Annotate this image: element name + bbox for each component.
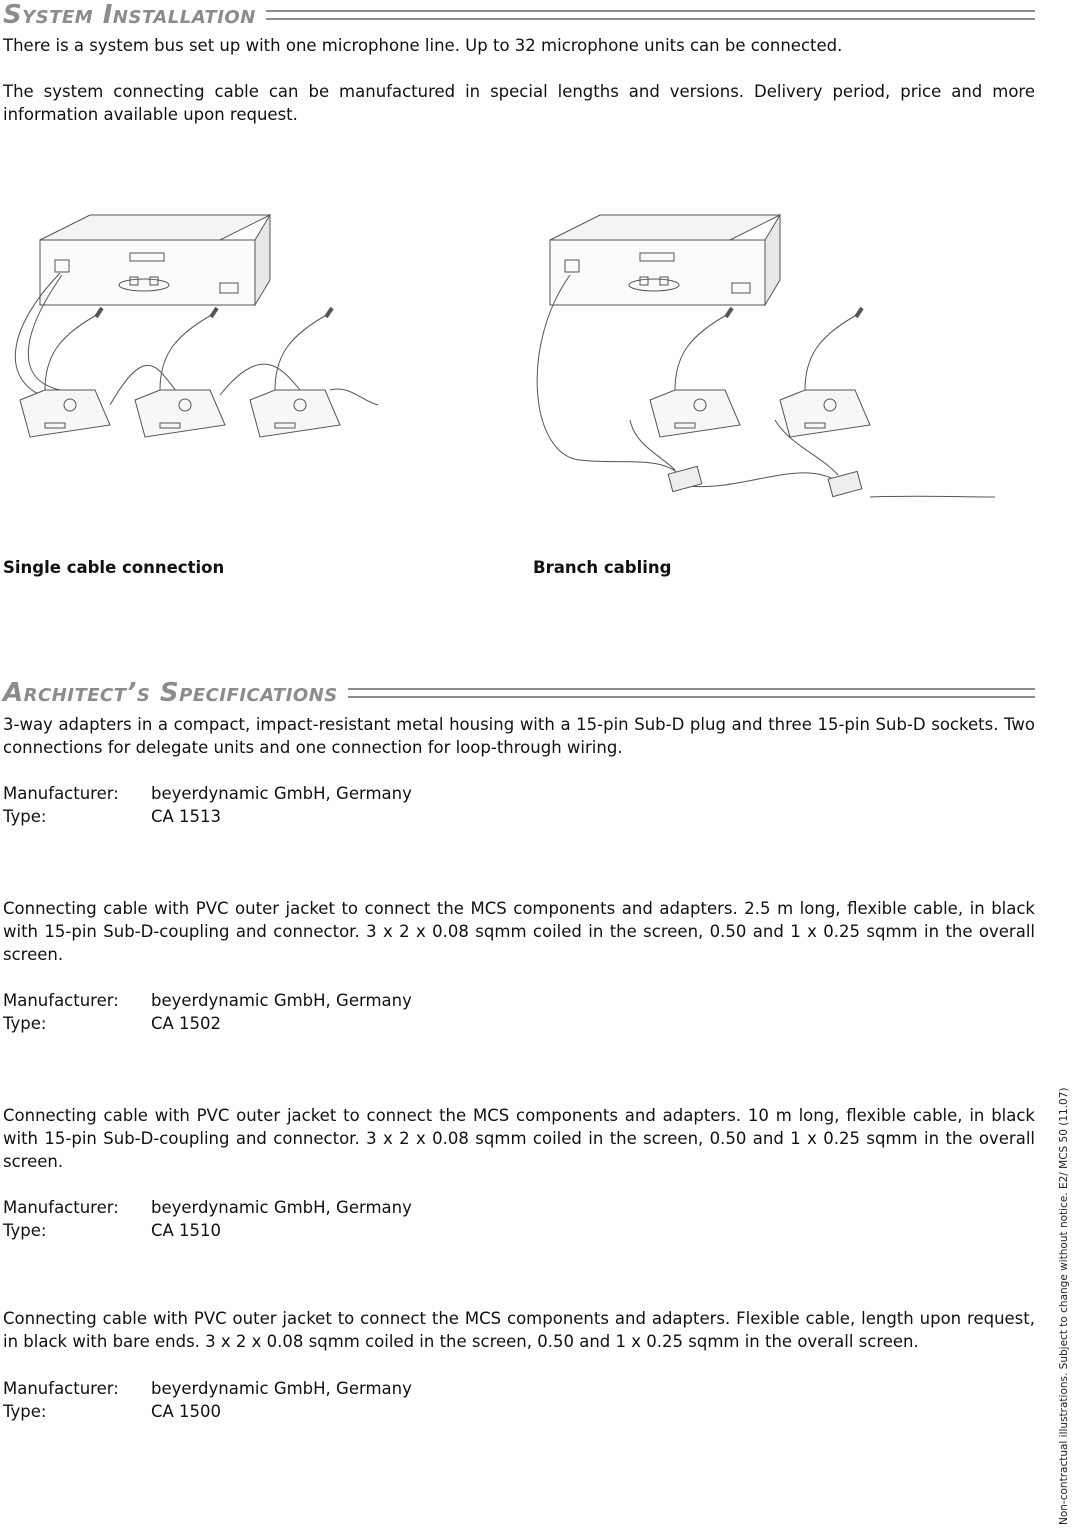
spec-description: Connecting cable with PVC outer jacket to connect the MCS components and adapters. 2.5 m long, flexible cable, in black with 15-pin Sub-D-coupling and connector. 3 x 2 x 0.08 sqmm coiled in the screen, 0.50 and 1 x 0.25 sqmm in the overall screen. — [3, 899, 1035, 964]
spec-description: Connecting cable with PVC outer jacket to connect the MCS components and adapters. Flexible cable, length upon request, in black with bare ends. 3 x 2 x 0.08 sqmm coiled in the screen, 0.50 and 1 x 0.25 sqmm in the overall screen. — [3, 1309, 1035, 1351]
spec-details — [3, 1196, 412, 1242]
caption-single-cable: Single cable connection — [3, 558, 225, 577]
caption-branch-cabling: Branch cabling — [533, 558, 672, 577]
spec-details — [3, 782, 412, 828]
manufacturer-value: beyerdynamic GmbH, Germany — [151, 1379, 412, 1398]
type-value: CA 1500 — [151, 1402, 222, 1421]
system-installation-heading — [3, 2, 1035, 28]
type-value: CA 1510 — [151, 1221, 222, 1240]
manufacturer-value: beyerdynamic GmbH, Germany — [151, 1198, 412, 1217]
type-label: Type: — [3, 1014, 47, 1033]
spec-details — [3, 1377, 412, 1423]
manufacturer-label: Manufacturer: — [3, 1379, 119, 1398]
spec-details — [3, 989, 412, 1035]
type-label: Type: — [3, 1221, 47, 1240]
section-title: Architect’s Specifications — [3, 678, 338, 708]
heading-rule — [348, 688, 1035, 698]
manufacturer-label: Manufacturer: — [3, 991, 119, 1010]
manufacturer-value: beyerdynamic GmbH, Germany — [151, 784, 412, 803]
type-value: CA 1502 — [151, 1014, 222, 1033]
spec-description: 3-way adapters in a compact, impact-resistant metal housing with a 15-pin Sub-D plug and three 15-pin Sub-D sockets. Two connections for delegate units and one connection for loop-through wiring. — [3, 715, 1035, 757]
type-label: Type: — [3, 807, 47, 826]
cable-paragraph: The system connecting cable can be manufactured in special lengths and versions. Delivery period, price and more information available upon request. — [3, 82, 1035, 124]
spec-description: Connecting cable with PVC outer jacket to connect the MCS components and adapters. 10 m long, flexible cable, in black with 15-pin Sub-D-coupling and connector. 3 x 2 x 0.08 sqmm coiled in the screen, 0.50 and 1 x 0.25 sqmm in the overall screen. — [3, 1106, 1035, 1171]
manufacturer-label: Manufacturer: — [3, 1198, 119, 1217]
heading-rule — [266, 10, 1035, 20]
type-value: CA 1513 — [151, 807, 222, 826]
side-note: Non-contractual illustrations. Subject to change without notice. E2/ MCS 50 (11.07) — [1058, 1087, 1070, 1525]
architects-specifications-heading — [3, 680, 1035, 706]
intro-paragraph: There is a system bus set up with one microphone line. Up to 32 microphone units can be connected. — [3, 36, 843, 55]
branch-cabling-illustration — [520, 205, 1000, 505]
single-cable-illustration — [0, 205, 400, 455]
manufacturer-value: beyerdynamic GmbH, Germany — [151, 991, 412, 1010]
section-title: System Installation — [3, 0, 256, 30]
manufacturer-label: Manufacturer: — [3, 784, 119, 803]
type-label: Type: — [3, 1402, 47, 1421]
